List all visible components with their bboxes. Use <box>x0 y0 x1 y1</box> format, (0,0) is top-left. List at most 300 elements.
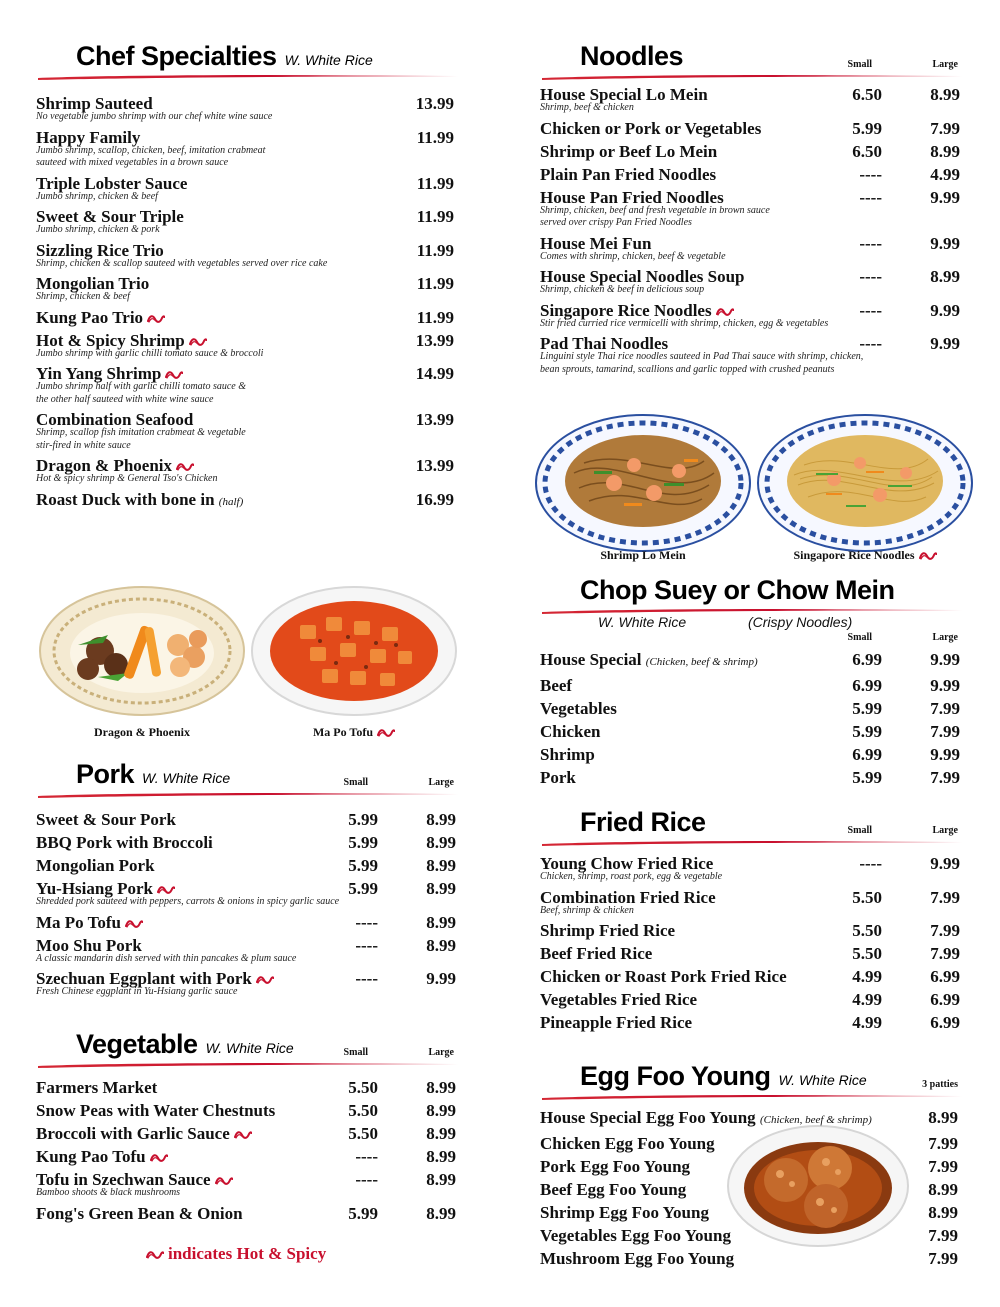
hot-spicy-icon <box>919 551 937 561</box>
menu-item <box>36 1076 456 1099</box>
menu-item-description: Chicken, shrimp, roast pork, egg & vegetable <box>540 871 723 882</box>
menu-item <box>36 205 456 237</box>
menu-item-price-small: ---- <box>859 164 882 184</box>
hot-spicy-icon <box>150 1153 168 1163</box>
vegetable-section <box>36 1028 456 1225</box>
menu-item-description: Shrimp, chicken, beef and fresh vegetable in brown sauce served over crispy Pan Fried Noodles <box>540 204 770 228</box>
chop-suey-items-list <box>540 648 960 789</box>
menu-item <box>36 408 456 452</box>
menu-item-price-small: ---- <box>355 969 378 988</box>
menu-item-name-text: Pork Egg Foo Young <box>540 1157 691 1176</box>
menu-item-name-text: Sizzling Rice Trio <box>36 240 164 260</box>
menu-item <box>540 232 960 264</box>
menu-item-name-text: Hot & Spicy Shrimp <box>36 330 185 350</box>
menu-item <box>540 988 960 1011</box>
menu-item-price-small: 5.50 <box>852 887 882 907</box>
menu-item-name-text: Shrimp Fried Rice <box>540 921 676 940</box>
menu-item-description: A classic mandarin dish served with thin pancakes & plum sauce <box>36 952 297 964</box>
menu-item-name-text: Young Chow Fried Rice <box>540 854 714 873</box>
menu-item-name-text: Pad Thai Noodles <box>540 334 669 353</box>
menu-item-name-text: Snow Peas with Water Chestnuts <box>36 1101 276 1120</box>
menu-item-price-small: 5.99 <box>852 118 882 138</box>
menu-item-price-small: ---- <box>355 912 378 932</box>
menu-item-description: Jumbo shrimp half with garlic chilli tomato sauce & the other half sauteed with white wine sauce <box>36 381 246 405</box>
menu-item-name-text: Vegetables Egg Foo Young <box>540 1226 731 1245</box>
menu-item-name-text: Shrimp <box>540 745 595 764</box>
menu-item-price-large: 9.99 <box>930 334 960 353</box>
menu-item <box>36 831 456 854</box>
menu-item <box>540 117 960 140</box>
column-header-large: Large <box>932 59 958 70</box>
menu-item-price-large: 8.99 <box>426 810 456 829</box>
menu-item-name-text: Happy Family <box>36 127 141 147</box>
menu-item <box>36 488 456 514</box>
menu-item-name <box>36 1202 456 1225</box>
menu-item <box>540 299 960 331</box>
menu-item-price-small: 5.99 <box>852 768 882 787</box>
menu-item-price-small: ---- <box>859 854 882 873</box>
menu-item-price-small: 5.50 <box>348 1124 378 1143</box>
menu-item-price-large: 9.99 <box>930 854 960 873</box>
menu-item-price-small: ---- <box>355 1147 378 1166</box>
menu-item-name <box>36 488 456 514</box>
menu-item-description: Shredded pork sauteed with peppers, carrots & onions in spicy garlic sauce <box>36 896 340 907</box>
menu-item-name <box>540 743 960 766</box>
menu-item-note: (half) <box>218 495 244 508</box>
menu-item-price-large: 9.99 <box>930 300 960 320</box>
menu-item-name-text: Roast Duck with bone in <box>36 489 215 509</box>
menu-item-price-small: 6.99 <box>852 650 882 669</box>
hot-spicy-icon <box>147 314 165 324</box>
menu-item <box>36 911 456 934</box>
menu-item-description: Jumbo shrimp, chicken & pork <box>36 224 160 235</box>
hot-spicy-icon <box>234 1130 252 1140</box>
egg-foo-young-section <box>540 1060 960 1270</box>
menu-item-name-text: Chicken or Pork or Vegetables <box>540 118 762 138</box>
menu-item <box>540 697 960 720</box>
menu-item-name <box>540 766 960 789</box>
menu-item-description: Jumbo shrimp, chicken & beef <box>36 190 158 202</box>
column-header-small: Small <box>343 777 368 788</box>
menu-item <box>540 163 960 186</box>
menu-item-price-large: 8.99 <box>426 912 456 932</box>
menu-item-price-large: 6.99 <box>930 1013 960 1032</box>
menu-item-name <box>540 1011 960 1034</box>
menu-item-name-text: Yin Yang Shrimp <box>36 364 162 383</box>
brush-stroke-divider <box>38 1062 458 1068</box>
menu-item <box>36 1145 456 1168</box>
menu-item-name <box>540 1178 960 1201</box>
egg-foo-young-items-list <box>540 1106 960 1270</box>
menu-item-name-text: House Special Egg Foo Young <box>540 1108 756 1127</box>
menu-item <box>540 886 960 918</box>
menu-item <box>36 239 456 271</box>
menu-item-name <box>540 1132 960 1155</box>
menu-item-price-small: ---- <box>859 300 882 320</box>
singapore-rice-noodles-photo <box>756 413 974 553</box>
menu-item-price-large: 8.99 <box>426 935 456 955</box>
menu-item <box>36 967 456 999</box>
brush-stroke-divider <box>542 840 962 846</box>
menu-item-name-text: Combination Seafood <box>36 410 194 429</box>
section-title: Noodles <box>580 41 684 71</box>
menu-item-name <box>540 1106 960 1132</box>
menu-item-price-large: 7.99 <box>930 921 960 940</box>
menu-item-price: 11.99 <box>416 207 454 226</box>
brush-stroke-divider <box>542 74 962 80</box>
menu-item <box>36 1122 456 1145</box>
menu-item-price: 16.99 <box>415 489 454 509</box>
menu-item <box>540 140 960 163</box>
menu-item <box>36 934 456 966</box>
menu-item-description: Hot & spicy shrimp & General Tso's Chicken <box>36 473 218 484</box>
fried-rice-items-list <box>540 852 960 1034</box>
menu-item <box>36 329 456 361</box>
menu-item-name <box>36 1076 456 1099</box>
menu-item-name-text: Kung Pao Tofu <box>36 1147 146 1166</box>
menu-item-price-small: ---- <box>355 1170 378 1189</box>
menu-item-price-small: 5.99 <box>852 722 882 741</box>
menu-item-price: 11.99 <box>416 173 454 193</box>
menu-item-name <box>540 988 960 1011</box>
menu-item-name-text: Pork <box>540 768 576 787</box>
menu-item-description: Shrimp, beef & chicken <box>540 102 634 113</box>
menu-item-name <box>540 1247 960 1270</box>
menu-item-name-text: Mongolian Trio <box>36 274 150 293</box>
menu-item-name-text: Yu-Hsiang Pork <box>36 879 153 898</box>
menu-item-price-large: 8.99 <box>426 856 456 875</box>
column-header-small: Small <box>847 59 872 70</box>
menu-item-price: 13.99 <box>415 330 454 350</box>
hot-spicy-icon <box>256 975 274 985</box>
menu-item-name-text: Beef Egg Foo Young <box>540 1180 687 1199</box>
pork-section <box>36 758 456 1001</box>
menu-item-name-text: Dragon & Phoenix <box>36 456 172 475</box>
menu-item-name-text: Chicken or Roast Pork Fried Rice <box>540 967 787 986</box>
menu-item <box>540 919 960 942</box>
menu-item-name-text: Szechuan Eggplant with Pork <box>36 969 252 988</box>
column-header-large: Large <box>932 632 958 643</box>
section-title: Egg Foo Young W. White Rice <box>580 1061 867 1091</box>
section-subtitle: W. White Rice <box>205 1040 294 1056</box>
photo-caption: Shrimp Lo Mein <box>600 548 686 562</box>
hot-spicy-icon <box>377 728 395 738</box>
menu-item-price-large: 8.99 <box>426 1203 456 1223</box>
menu-item <box>540 1106 960 1132</box>
menu-item <box>540 186 960 230</box>
menu-item-name <box>36 306 456 329</box>
section-title: Fried Rice <box>580 807 706 837</box>
menu-item-price: 13.99 <box>415 456 454 475</box>
chef-items-list <box>36 92 456 514</box>
menu-item-description: Fresh Chinese eggplant in Yu-Hsiang garlic sauce <box>36 986 238 997</box>
menu-item-description: Shrimp, chicken & beef <box>36 291 130 302</box>
menu-item-name-text: Mongolian Pork <box>36 856 155 875</box>
section-subtitle: W. White Rice <box>284 52 373 68</box>
patties-note: 3 patties <box>922 1079 958 1090</box>
section-header <box>36 1028 456 1062</box>
menu-item <box>540 965 960 988</box>
menu-item-price: 11.99 <box>416 127 454 147</box>
menu-item-price-large: 8.99 <box>426 833 456 852</box>
menu-item-price-small: 4.99 <box>852 990 882 1009</box>
section-subtitle-secondary: (Crispy Noodles) <box>748 614 853 630</box>
menu-item-price: 13.99 <box>415 410 454 429</box>
menu-item-name-text: Vegetables <box>540 699 617 718</box>
menu-item-name <box>36 911 456 934</box>
menu-item-description: No vegetable jumbo shrimp with our chef white wine sauce <box>36 111 273 122</box>
menu-item-price: 7.99 <box>928 1134 958 1153</box>
menu-item-price: 8.99 <box>928 1180 958 1199</box>
menu-item <box>36 877 456 909</box>
menu-item <box>540 852 960 884</box>
menu-item-name <box>540 1224 960 1247</box>
menu-item <box>540 1178 960 1201</box>
menu-item-price-large: 8.99 <box>930 267 960 286</box>
menu-item-price-large: 7.99 <box>930 768 960 787</box>
menu-item-price-small: ---- <box>859 233 882 253</box>
menu-item <box>540 83 960 115</box>
menu-item-name-text: Farmers Market <box>36 1078 158 1097</box>
menu-item <box>540 942 960 965</box>
menu-item-name <box>36 1122 456 1145</box>
menu-item <box>540 743 960 766</box>
chop-suey-section <box>540 574 960 789</box>
menu-item-name <box>540 919 960 942</box>
menu-item <box>540 720 960 743</box>
menu-item <box>36 172 456 204</box>
menu-item-name-text: House Special Lo Mein <box>540 85 708 104</box>
column-header-large: Large <box>428 1047 454 1058</box>
menu-item-name <box>540 942 960 965</box>
section-title: Pork W. White Rice <box>76 759 231 789</box>
menu-item-price-small: 5.50 <box>348 1101 378 1120</box>
menu-item <box>540 1201 960 1224</box>
menu-item-price-small: 5.50 <box>348 1078 378 1097</box>
menu-item-name-text: Fong's Green Bean & Onion <box>36 1203 243 1223</box>
hot-spicy-icon <box>146 1250 164 1260</box>
menu-item-description: Linguini style Thai rice noodles sauteed in Pad Thai sauce with shrimp, chicken, bean sprouts, tamarind, scallions and garlic topped with crushed peanuts <box>540 351 864 375</box>
menu-item-name <box>540 1201 960 1224</box>
menu-item-price-large: 8.99 <box>930 85 960 104</box>
menu-item-name <box>540 965 960 988</box>
menu-item-price-large: 9.99 <box>930 676 960 695</box>
brush-stroke-divider <box>38 74 458 80</box>
menu-item-price-large: 9.99 <box>426 969 456 988</box>
photo-caption: Ma Po Tofu <box>250 725 458 740</box>
section-title: Chef Specialties W. White Rice <box>76 41 373 71</box>
menu-item-name-text: Shrimp Egg Foo Young <box>540 1203 709 1222</box>
menu-item-name-text: Shrimp Sauteed <box>36 94 153 113</box>
menu-item-description: Shrimp, chicken & scallop sauteed with vegetables served over rice cake <box>36 257 328 269</box>
menu-item-name <box>540 1155 960 1178</box>
section-header <box>540 806 960 840</box>
column-header-large: Large <box>428 777 454 788</box>
menu-item-price: 8.99 <box>928 1203 958 1222</box>
menu-item-price-small: 5.99 <box>348 1203 378 1223</box>
menu-item-price: 7.99 <box>928 1157 958 1176</box>
menu-item-price-large: 7.99 <box>930 887 960 907</box>
menu-item-price-small: 6.50 <box>852 85 882 104</box>
menu-item-price-small: 6.50 <box>852 141 882 161</box>
menu-item-name-text: Mushroom Egg Foo Young <box>540 1249 735 1268</box>
hot-spicy-icon <box>215 1176 233 1186</box>
menu-item-price-small: ---- <box>859 334 882 353</box>
menu-item <box>36 1168 456 1200</box>
menu-item-price-small: 5.99 <box>852 699 882 718</box>
menu-item-price: 14.99 <box>415 364 454 383</box>
menu-item-price: 11.99 <box>416 274 454 293</box>
menu-item-price-large: 8.99 <box>426 1101 456 1120</box>
hot-spicy-icon <box>125 919 143 929</box>
menu-item-price: 8.99 <box>928 1108 958 1127</box>
menu-item-name-text: Chicken <box>540 722 601 741</box>
section-header <box>540 574 960 608</box>
menu-item-description: Beef, shrimp & chicken <box>540 904 634 916</box>
menu-item <box>540 1132 960 1155</box>
section-subtitle: W. White Rice <box>598 614 687 630</box>
menu-item-name <box>540 163 960 186</box>
menu-item-name <box>540 117 960 140</box>
menu-item-name <box>36 1145 456 1168</box>
menu-item-name-text: House Pan Fried Noodles <box>540 187 724 207</box>
menu-item-name-text: Vegetables Fried Rice <box>540 990 698 1009</box>
menu-item-name-text: House Special <box>540 650 642 669</box>
menu-item-name <box>540 140 960 163</box>
menu-item-description: Comes with shrimp, chicken, beef & vegetable <box>540 250 726 262</box>
menu-item-description: Shrimp, scallop fish imitation crabmeat & vegetable stir-fired in white sauce <box>36 427 246 451</box>
menu-item-price-small: ---- <box>859 187 882 207</box>
column-header-large: Large <box>932 825 958 836</box>
menu-item-name-text: Beef <box>540 676 573 695</box>
menu-item-name-text: Beef Fried Rice <box>540 944 653 963</box>
section-subtitle: W. White Rice <box>778 1072 867 1088</box>
menu-item <box>540 1011 960 1034</box>
menu-item-name-text: Ma Po Tofu <box>36 912 122 932</box>
menu-item-price-large: 6.99 <box>930 990 960 1009</box>
menu-item-price-small: 6.99 <box>852 745 882 764</box>
menu-item-name <box>540 674 960 697</box>
menu-item-name <box>36 808 456 831</box>
menu-item <box>540 1155 960 1178</box>
photo-caption: Singapore Rice Noodles <box>756 548 974 563</box>
menu-item <box>36 126 456 170</box>
menu-item-name-text: Sweet & Sour Triple <box>36 207 184 226</box>
menu-item <box>36 454 456 486</box>
menu-item-name-text: Singapore Rice Noodles <box>540 300 712 320</box>
menu-item-description: Shrimp, chicken & beef in delicious soup <box>540 284 705 295</box>
menu-item-price: 11.99 <box>416 240 454 260</box>
menu-item-price-large: 9.99 <box>930 745 960 764</box>
menu-item-price-large: 9.99 <box>930 187 960 207</box>
menu-item-price-large: 8.99 <box>426 1124 456 1143</box>
vegetable-items-list <box>36 1076 456 1225</box>
section-title: Vegetable W. White Rice <box>76 1029 294 1059</box>
menu-item-price-large: 8.99 <box>426 1170 456 1189</box>
menu-item <box>36 306 456 329</box>
menu-item-name <box>36 854 456 877</box>
menu-item-name-text: Pineapple Fried Rice <box>540 1013 693 1032</box>
menu-item-name-text: Combination Fried Rice <box>540 887 716 907</box>
menu-item <box>36 272 456 304</box>
column-header-small: Small <box>847 825 872 836</box>
menu-item-description: Bamboo shoots & black mushrooms <box>36 1187 181 1198</box>
menu-item-price: 7.99 <box>928 1226 958 1245</box>
chef-specialties-section <box>36 40 456 514</box>
hot-spicy-legend: indicates Hot & Spicy <box>146 1244 326 1264</box>
menu-item-name <box>540 720 960 743</box>
chop-suey-subheader <box>540 614 960 648</box>
menu-item-price-small: ---- <box>355 935 378 955</box>
menu-item-name <box>540 697 960 720</box>
menu-item-price-large: 6.99 <box>930 967 960 986</box>
menu-item-name-text: Kung Pao Trio <box>36 307 144 327</box>
dragon-phoenix-photo <box>38 585 246 717</box>
hot-spicy-icon <box>165 370 183 380</box>
menu-item <box>540 1224 960 1247</box>
photo-caption: Dragon & Phoenix <box>94 725 190 739</box>
section-title: Chop Suey or Chow Mein <box>580 575 895 605</box>
menu-item-price-large: 7.99 <box>930 722 960 741</box>
menu-item-name-text: House Special Noodles Soup <box>540 267 745 286</box>
menu-item-name-text: Triple Lobster Sauce <box>36 173 188 193</box>
menu-item-price-small: 4.99 <box>852 1013 882 1032</box>
menu-item-name-text: Plain Pan Fried Noodles <box>540 164 717 184</box>
menu-item-note: (Chicken, beef & shrimp) <box>645 656 758 668</box>
hot-spicy-icon <box>189 337 207 347</box>
menu-item-price: 7.99 <box>928 1249 958 1268</box>
section-header <box>540 1060 960 1094</box>
menu-item-description: Jumbo shrimp, scallop, chicken, beef, imitation crabmeat sauteed with mixed vegetables in a brown sauce <box>36 144 266 168</box>
menu-item-note: (Chicken, beef & shrimp) <box>759 1114 872 1126</box>
shrimp-lo-mein-photo <box>534 413 752 553</box>
menu-item-name <box>36 831 456 854</box>
noodles-section <box>540 40 960 378</box>
menu-item <box>36 808 456 831</box>
menu-item-price-large: 9.99 <box>930 233 960 253</box>
menu-item-price-large: 7.99 <box>930 699 960 718</box>
menu-item-price-large: 4.99 <box>930 164 960 184</box>
section-header <box>36 40 456 74</box>
menu-item-description: Jumbo shrimp with garlic chilli tomato sauce & broccoli <box>36 347 264 359</box>
menu-item <box>540 1247 960 1270</box>
menu-item-price-large: 7.99 <box>930 118 960 138</box>
menu-item-price-small: 4.99 <box>852 967 882 986</box>
menu-item-name-text: BBQ Pork with Broccoli <box>36 833 213 852</box>
menu-item-name-text: Moo Shu Pork <box>36 935 142 955</box>
menu-item-price-small: ---- <box>859 267 882 286</box>
menu-item-price-small: 5.99 <box>348 810 378 829</box>
menu-item <box>36 854 456 877</box>
menu-item <box>540 674 960 697</box>
menu-item-price-large: 8.99 <box>426 1078 456 1097</box>
brush-stroke-divider <box>542 1094 962 1100</box>
menu-item <box>540 332 960 376</box>
menu-item-price-large: 8.99 <box>426 879 456 898</box>
menu-item-price-large: 8.99 <box>930 141 960 161</box>
menu-item-name-text: Sweet & Sour Pork <box>36 810 176 829</box>
menu-item-price-small: 5.50 <box>852 944 882 963</box>
menu-item <box>36 1099 456 1122</box>
menu-item-name-text: Tofu in Szechwan Sauce <box>36 1170 211 1189</box>
section-header <box>36 758 456 792</box>
column-header-small: Small <box>343 1047 368 1058</box>
menu-item-name <box>540 648 960 674</box>
menu-item-price-large: 7.99 <box>930 944 960 963</box>
menu-item <box>36 92 456 124</box>
menu-item <box>36 1202 456 1225</box>
menu-item-price-small: 5.99 <box>348 879 378 898</box>
